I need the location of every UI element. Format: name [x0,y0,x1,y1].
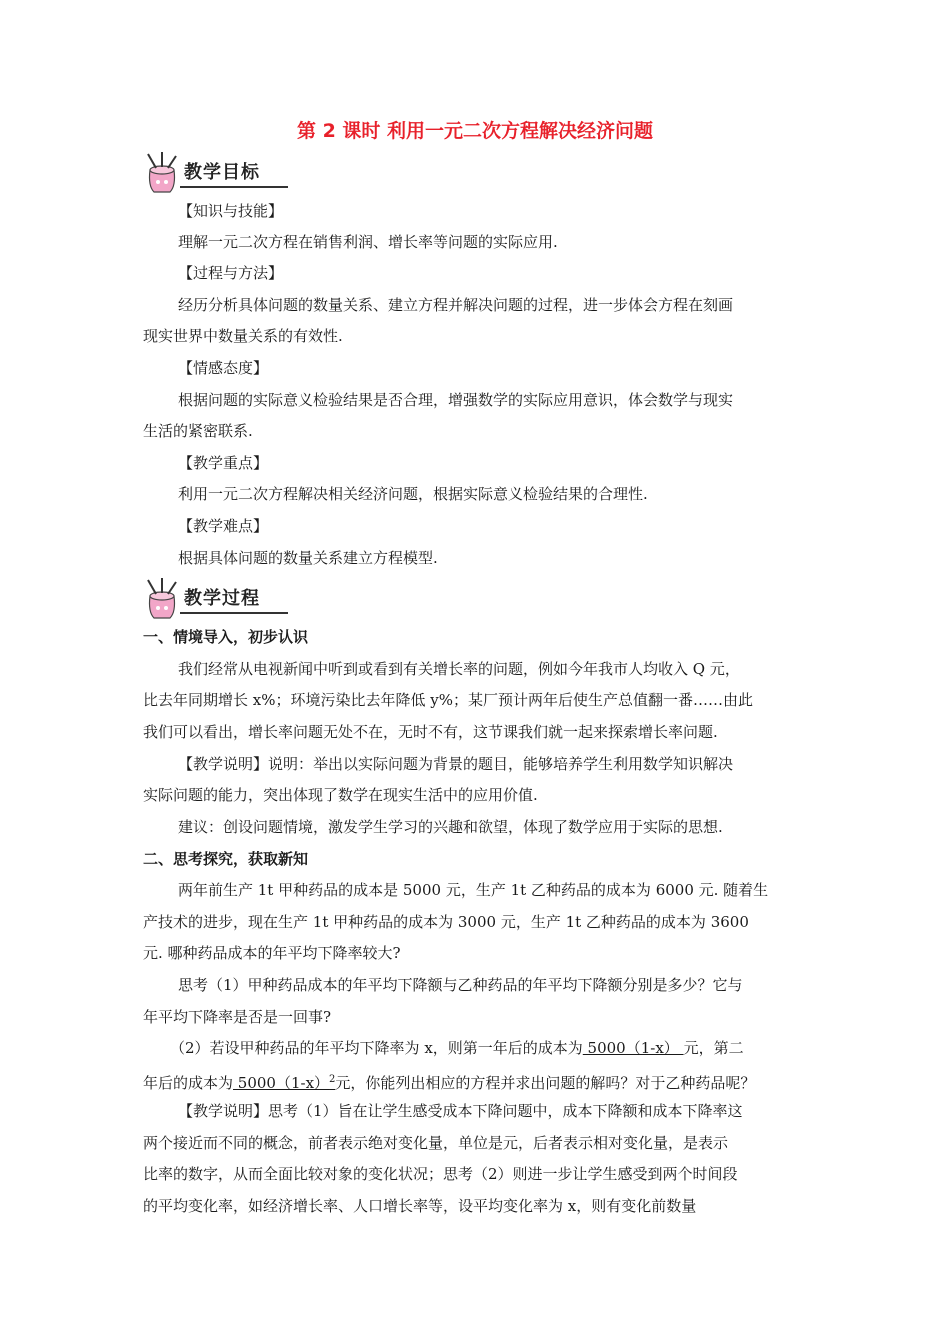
attitude-text-line: 生活的紧密联系. [143,422,253,440]
question2-text: 元，你能列出相应的方程并求出问题的解吗？对于乙种药品呢？ [335,1074,756,1092]
section1-heading: 一、情境导入，初步认识 [143,628,309,646]
process-text-line: 现实世界中数量关系的有效性. [143,327,343,345]
section-banner-process [140,578,288,622]
pencil-cup-icon [140,578,188,622]
banner-underline [180,186,288,188]
exponent: 2 [329,1074,336,1085]
section1-text-line: 我们经常从电视新闻中听到或看到有关增长率的问题，例如今年我市人均收入 Q 元， [178,660,740,678]
answer-blank: 5000（1-x） [582,1039,684,1057]
section-banner-objectives [140,152,288,196]
knowledge-text: 理解一元二次方程在销售利润、增长率等问题的实际应用. [178,233,558,251]
section2-text-line: 产技术的进步，现在生产 1t 甲种药品的成本为 3000 元，生产 1t 乙种药品的成本为 3600 [143,913,749,931]
process-text-line: 经历分析具体问题的数量关系、建立方程并解决问题的过程，进一步体会方程在刻画 [178,296,734,314]
section2-text-line: 元. 哪种药品成本的年平均下降率较大? [143,944,401,962]
section1-advice: 建议：创设问题情境，激发学生学习的兴趣和欲望，体现了数学应用于实际的思想. [178,818,723,836]
banner-label: 教学目标 [184,162,260,183]
answer-blank [233,1074,335,1092]
section2-question2-line [170,1038,840,1058]
section2-note-line: 比率的数字，从而全面比较对象的变化状况；思考（2）则进一步让学生感受到两个时间段 [143,1165,738,1183]
question2-text: （2）若设甲种药品的年平均下降率为 x，则第一年后的成本为 [170,1039,583,1057]
banner-underline [180,612,288,614]
attitude-heading: 【情感态度】 [178,359,269,377]
section2-question2-line [143,1070,813,1093]
question2-text: 年后的成本为 [143,1074,234,1092]
answer-blank-text: 5000（1-x） [233,1074,330,1092]
process-heading: 【过程与方法】 [178,264,284,282]
focus-text: 利用一元二次方程解决相关经济问题，根据实际意义检验结果的合理性. [178,485,648,503]
pencil-cup-icon [140,152,188,196]
section2-note-line: 【教学说明】思考（1）旨在让学生感受成本下降问题中，成本下降额和成本下降率这 [178,1102,743,1120]
attitude-text-line: 根据问题的实际意义检验结果是否合理，增强数学的实际应用意识，体会数学与现实 [178,391,734,409]
section1-text-line: 我们可以看出，增长率问题无处不在，无时不有，这节课我们就一起来探索增长率问题. [143,723,718,741]
section2-question-line: 年平均下降率是否是一回事? [143,1008,332,1026]
banner-label: 教学过程 [184,588,260,609]
section2-note-line: 的平均变化率，如经济增长率、人口增长率等，设平均变化率为 x，则有变化前数量 [143,1197,697,1215]
section2-note-line: 两个接近而不同的概念，前者表示绝对变化量，单位是元，后者表示相对变化量，是表示 [143,1134,729,1152]
question2-text: 元，第二 [683,1039,744,1057]
section2-text-line: 两年前生产 1t 甲种药品的成本是 5000 元，生产 1t 乙种药品的成本为 6000 元. 随着生 [178,881,769,899]
section2-question-line: 思考（1）甲种药品成本的年平均下降额与乙种药品的年平均下降额分别是多少？它与 [178,976,743,994]
page-title: 第 2 课时 利用一元二次方程解决经济问题 [296,120,654,142]
section2-heading: 二、思考探究，获取新知 [143,850,309,868]
section1-text-line: 比去年同期增长 x%；环境污染比去年降低 y%；某厂预计两年后使生产总值翻一番……由此 [143,691,753,709]
focus-heading: 【教学重点】 [178,454,269,472]
section1-note-line: 【教学说明】说明：举出以实际问题为背景的题目，能够培养学生利用数学知识解决 [178,755,734,773]
section1-note-line: 实际问题的能力，突出体现了数学在现实生活中的应用价值. [143,786,538,804]
difficulty-heading: 【教学难点】 [178,517,269,535]
difficulty-text: 根据具体问题的数量关系建立方程模型. [178,549,438,567]
knowledge-heading: 【知识与技能】 [178,202,284,220]
